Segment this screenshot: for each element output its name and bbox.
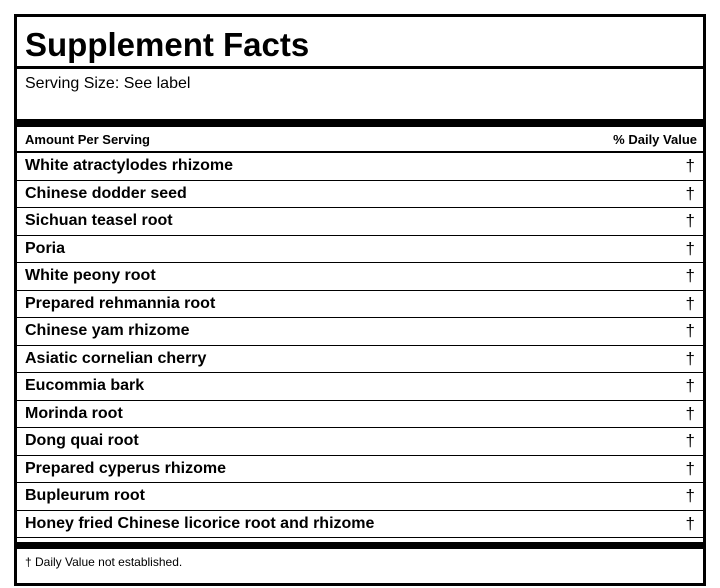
ingredient-name: Eucommia bark bbox=[25, 377, 145, 395]
table-header bbox=[17, 127, 703, 153]
panel-title: Supplement Facts bbox=[17, 17, 703, 69]
ingredient-name: Bupleurum root bbox=[25, 487, 145, 505]
ingredient-row bbox=[17, 483, 703, 511]
ingredient-name: Prepared rehmannia root bbox=[25, 294, 216, 312]
daily-value-header: % Daily Value bbox=[613, 131, 697, 147]
ingredient-name: Sichuan teasel root bbox=[25, 212, 173, 230]
daily-value-mark: † bbox=[685, 513, 695, 533]
daily-value-mark: † bbox=[685, 458, 695, 478]
thick-divider bbox=[17, 119, 703, 127]
ingredient-row bbox=[17, 208, 703, 236]
daily-value-mark: † bbox=[685, 348, 695, 368]
serving-size: Serving Size: See label bbox=[25, 75, 191, 92]
ingredient-name: Prepared cyperus rhizome bbox=[25, 459, 226, 477]
ingredient-row bbox=[17, 181, 703, 209]
daily-value-mark: † bbox=[685, 321, 695, 341]
ingredient-row bbox=[17, 318, 703, 346]
ingredient-row bbox=[17, 456, 703, 484]
ingredient-row bbox=[17, 236, 703, 264]
daily-value-mark: † bbox=[685, 211, 695, 231]
ingredient-row bbox=[17, 291, 703, 319]
ingredient-row bbox=[17, 511, 703, 539]
ingredient-list bbox=[17, 153, 703, 538]
daily-value-mark: † bbox=[685, 183, 695, 203]
daily-value-mark: † bbox=[685, 266, 695, 286]
daily-value-mark: † bbox=[685, 376, 695, 396]
footnote: † Daily Value not established. bbox=[25, 555, 183, 569]
ingredient-row bbox=[17, 153, 703, 181]
daily-value-mark: † bbox=[685, 238, 695, 258]
daily-value-mark: † bbox=[685, 431, 695, 451]
ingredient-name: White peony root bbox=[25, 267, 156, 285]
ingredient-name: Asiatic cornelian cherry bbox=[25, 349, 207, 367]
ingredient-name: Poria bbox=[25, 239, 66, 257]
ingredient-row bbox=[17, 346, 703, 374]
ingredient-name: Honey fried Chinese licorice root and rhizome bbox=[25, 514, 375, 532]
ingredient-name: White atractylodes rhizome bbox=[25, 157, 234, 175]
amount-per-serving-header: Amount Per Serving bbox=[25, 131, 150, 147]
daily-value-mark: † bbox=[685, 403, 695, 423]
ingredient-row bbox=[17, 373, 703, 401]
daily-value-mark: † bbox=[685, 486, 695, 506]
ingredient-row bbox=[17, 263, 703, 291]
daily-value-mark: † bbox=[685, 293, 695, 313]
ingredient-name: Morinda root bbox=[25, 404, 123, 422]
daily-value-mark: † bbox=[685, 156, 695, 176]
ingredient-name: Dong quai root bbox=[25, 432, 139, 450]
ingredient-name: Chinese yam rhizome bbox=[25, 322, 190, 340]
thick-divider-bottom bbox=[17, 542, 703, 549]
ingredient-name: Chinese dodder seed bbox=[25, 184, 187, 202]
ingredient-row bbox=[17, 428, 703, 456]
ingredient-row bbox=[17, 401, 703, 429]
supplement-facts-panel bbox=[14, 14, 706, 586]
